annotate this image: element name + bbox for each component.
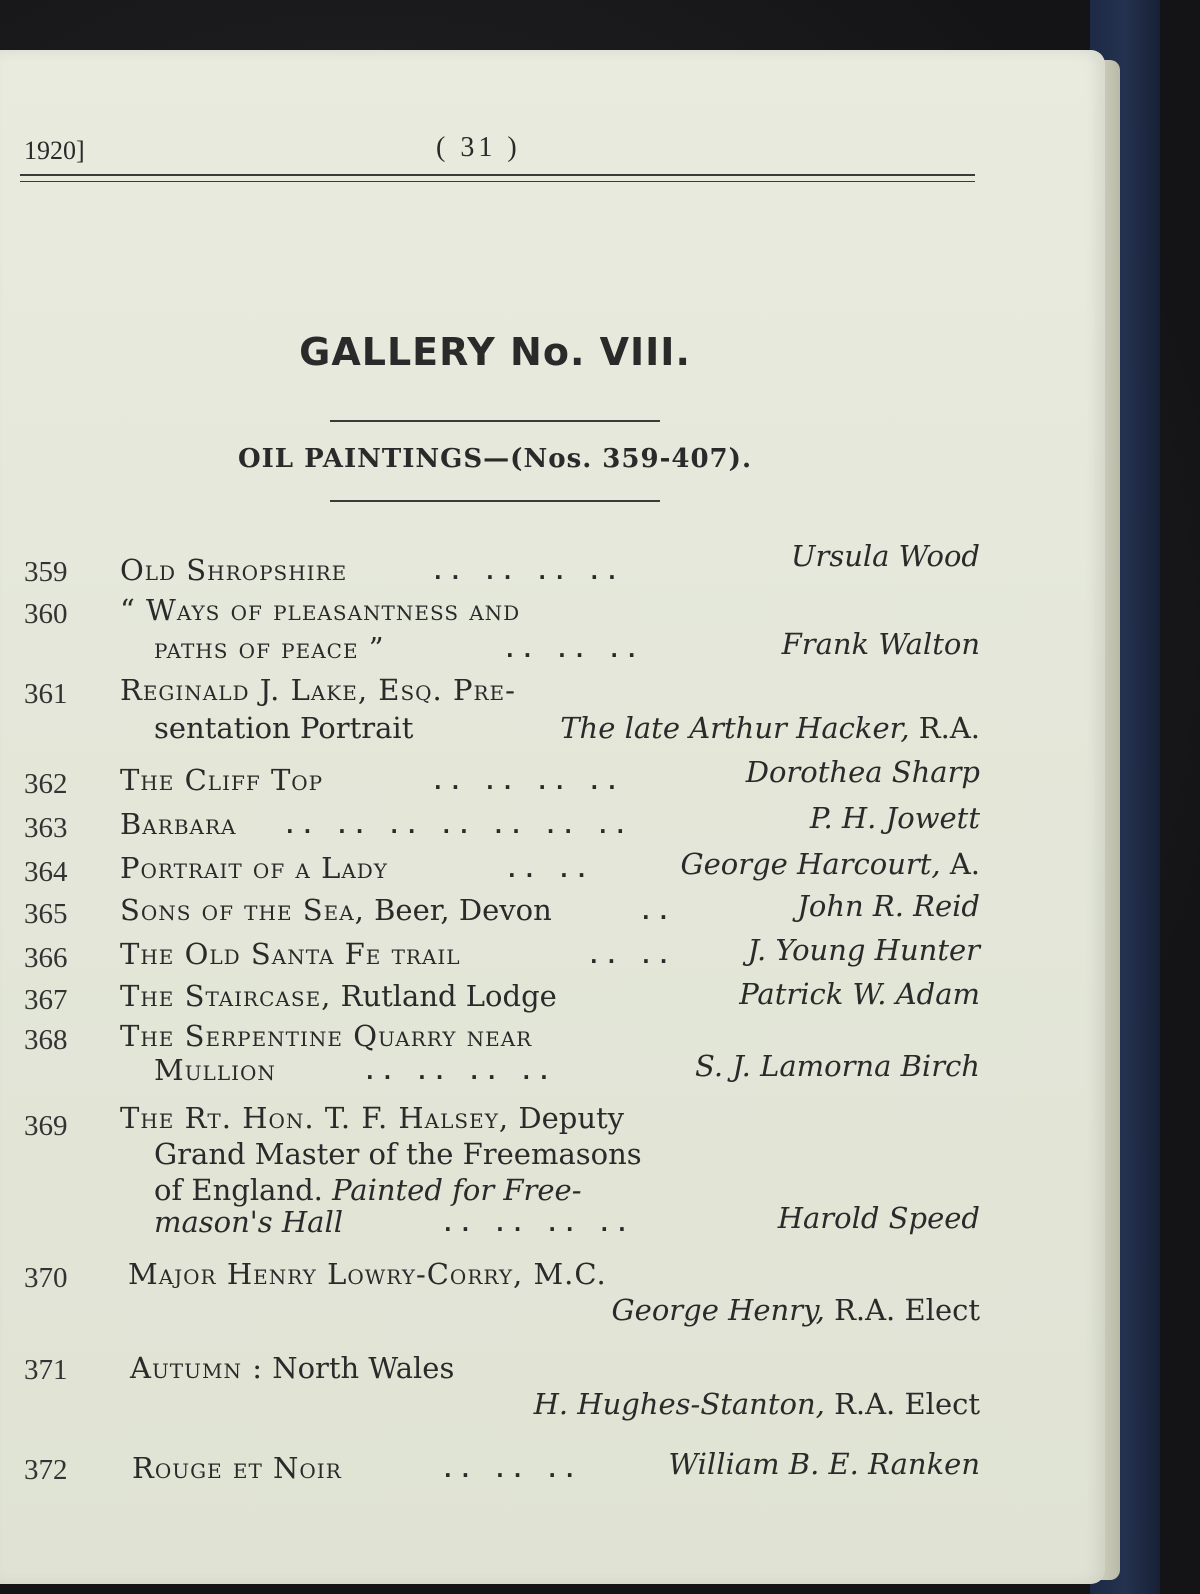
entry-number: 370 <box>24 1262 68 1294</box>
catalogue-entry-364 <box>24 845 984 887</box>
entry-title-place: North Wales <box>272 1351 455 1385</box>
leader-dots: .. .. .. <box>506 638 646 662</box>
page-number: ( 31 ) <box>436 132 521 163</box>
entry-artist: Patrick W. Adam <box>739 977 980 1011</box>
catalogue-page <box>0 50 1105 1584</box>
entry-title: Reginald J. Lake, Esq. Pre- <box>120 673 516 707</box>
running-head-year: 1920] <box>24 136 85 165</box>
catalogue-entry-368 <box>24 1017 984 1093</box>
entry-artist <box>560 709 980 747</box>
entry-number: 369 <box>24 1110 68 1142</box>
entry-artist: Harold Speed <box>777 1201 980 1235</box>
leader-dots: .. .. <box>508 858 596 882</box>
entry-title: “ Ways of pleasantness and <box>120 593 521 627</box>
artist-name: George Harcourt, <box>680 847 941 881</box>
leader-dots: .. .. <box>590 944 678 968</box>
leader-dots: .. .. .. <box>444 1458 584 1482</box>
artist-suffix: R.A. <box>918 711 980 745</box>
entry-title-main: The Staircase, <box>120 979 332 1013</box>
artist-name: George Henry, <box>611 1293 825 1327</box>
entry-number: 364 <box>24 856 68 888</box>
entry-artist <box>612 1291 981 1329</box>
entry-title-continued: Mullion <box>154 1053 276 1087</box>
gallery-title: GALLERY No. VIII. <box>299 330 691 374</box>
leader-dots: .. .. .. .. <box>366 1060 558 1084</box>
catalogue-entry-363 <box>24 801 984 845</box>
entry-artist: J. Young Hunter <box>747 933 980 967</box>
entry-number: 365 <box>24 898 68 930</box>
entry-number: 368 <box>24 1024 68 1056</box>
entry-artist: P. H. Jowett <box>809 801 980 835</box>
leader-dots: .. .. .. .. .. .. .. <box>286 814 635 838</box>
entry-title-place: Beer, Devon <box>374 893 552 927</box>
entry-title-main: Autumn : <box>130 1351 263 1385</box>
entry-number: 360 <box>24 598 68 630</box>
entry-artist: Ursula Wood <box>791 539 980 573</box>
entry-title: Rouge et Noir <box>132 1451 342 1485</box>
entry-number: 359 <box>24 556 68 588</box>
catalogue-entry-367 <box>24 973 984 1017</box>
leader-dots: .. .. .. .. <box>434 770 626 794</box>
divider-bottom <box>330 500 660 502</box>
entry-number: 371 <box>24 1354 68 1386</box>
catalogue-entry-372 <box>24 1409 984 1486</box>
entry-note-continued: mason's Hall <box>154 1205 344 1239</box>
entry-number: 362 <box>24 768 68 800</box>
catalogue-entry-371 <box>24 1329 984 1421</box>
entry-title: Major Henry Lowry-Corry, M.C. <box>128 1257 607 1291</box>
running-head <box>24 132 974 176</box>
entry-artist: William B. E. Ranken <box>668 1447 980 1481</box>
entry-artist <box>680 845 980 883</box>
entry-title: The Old Santa Fe trail <box>120 937 461 971</box>
catalogue-entry-360 <box>24 591 984 671</box>
artist-name: H. Hughes-Stanton, <box>533 1387 825 1421</box>
catalogue-list <box>24 539 984 1486</box>
artist-suffix: A. <box>949 847 980 881</box>
entry-number: 361 <box>24 678 68 710</box>
entry-title-main: The Rt. Hon. T. F. Halsey, <box>120 1101 510 1135</box>
entry-title: Portrait of a Lady <box>120 851 389 885</box>
catalogue-entry-366 <box>24 931 984 973</box>
catalogue-entry-361 <box>24 671 984 757</box>
leader-dots: .. <box>642 900 678 924</box>
entry-title <box>120 977 557 1015</box>
entry-title: The Serpentine Quarry near <box>120 1019 533 1053</box>
catalogue-entry-359 <box>24 539 984 591</box>
entry-note: Painted for Free- <box>332 1173 582 1207</box>
leader-dots: .. .. .. .. <box>434 560 626 584</box>
catalogue-entry-365 <box>24 887 984 931</box>
entry-artist: Dorothea Sharp <box>745 755 980 789</box>
entry-artist: John R. Reid <box>797 889 980 923</box>
catalogue-entry-369 <box>24 1093 984 1243</box>
divider-top <box>330 420 660 422</box>
catalogue-entry-370 <box>24 1243 984 1329</box>
entry-title: Barbara <box>120 807 237 841</box>
artist-suffix: R.A. Elect <box>834 1293 980 1327</box>
artist-name: The late Arthur Hacker, <box>560 711 910 745</box>
entry-number: 363 <box>24 812 68 844</box>
entry-number: 372 <box>24 1454 68 1486</box>
entry-title-plain: of England. <box>154 1173 323 1207</box>
entry-title-main: Sons of the Sea, <box>120 893 365 927</box>
entry-title: The Cliff Top <box>120 763 324 797</box>
entry-number: 367 <box>24 984 68 1016</box>
section-title: OIL PAINTINGS—(Nos. 359-407). <box>238 444 752 474</box>
entry-title: Old Shropshire <box>120 553 348 587</box>
entry-artist: Frank Walton <box>781 627 980 661</box>
catalogue-entry-362 <box>24 757 984 801</box>
entry-title-place: Rutland Lodge <box>340 979 557 1013</box>
entry-title-continued: paths of peace ” <box>154 631 385 665</box>
artist-suffix: R.A. Elect <box>834 1387 980 1421</box>
header-rule <box>20 174 975 182</box>
entry-title-line-2: Grand Master of the Freemasons <box>154 1137 642 1171</box>
entry-artist: S. J. Lamorna Birch <box>694 1049 980 1083</box>
entry-title-continued: sentation Portrait <box>154 711 414 745</box>
leader-dots: .. .. .. .. <box>444 1212 636 1236</box>
entry-title <box>120 891 552 929</box>
entry-title-role: Deputy <box>518 1101 625 1135</box>
entry-number: 366 <box>24 942 68 974</box>
